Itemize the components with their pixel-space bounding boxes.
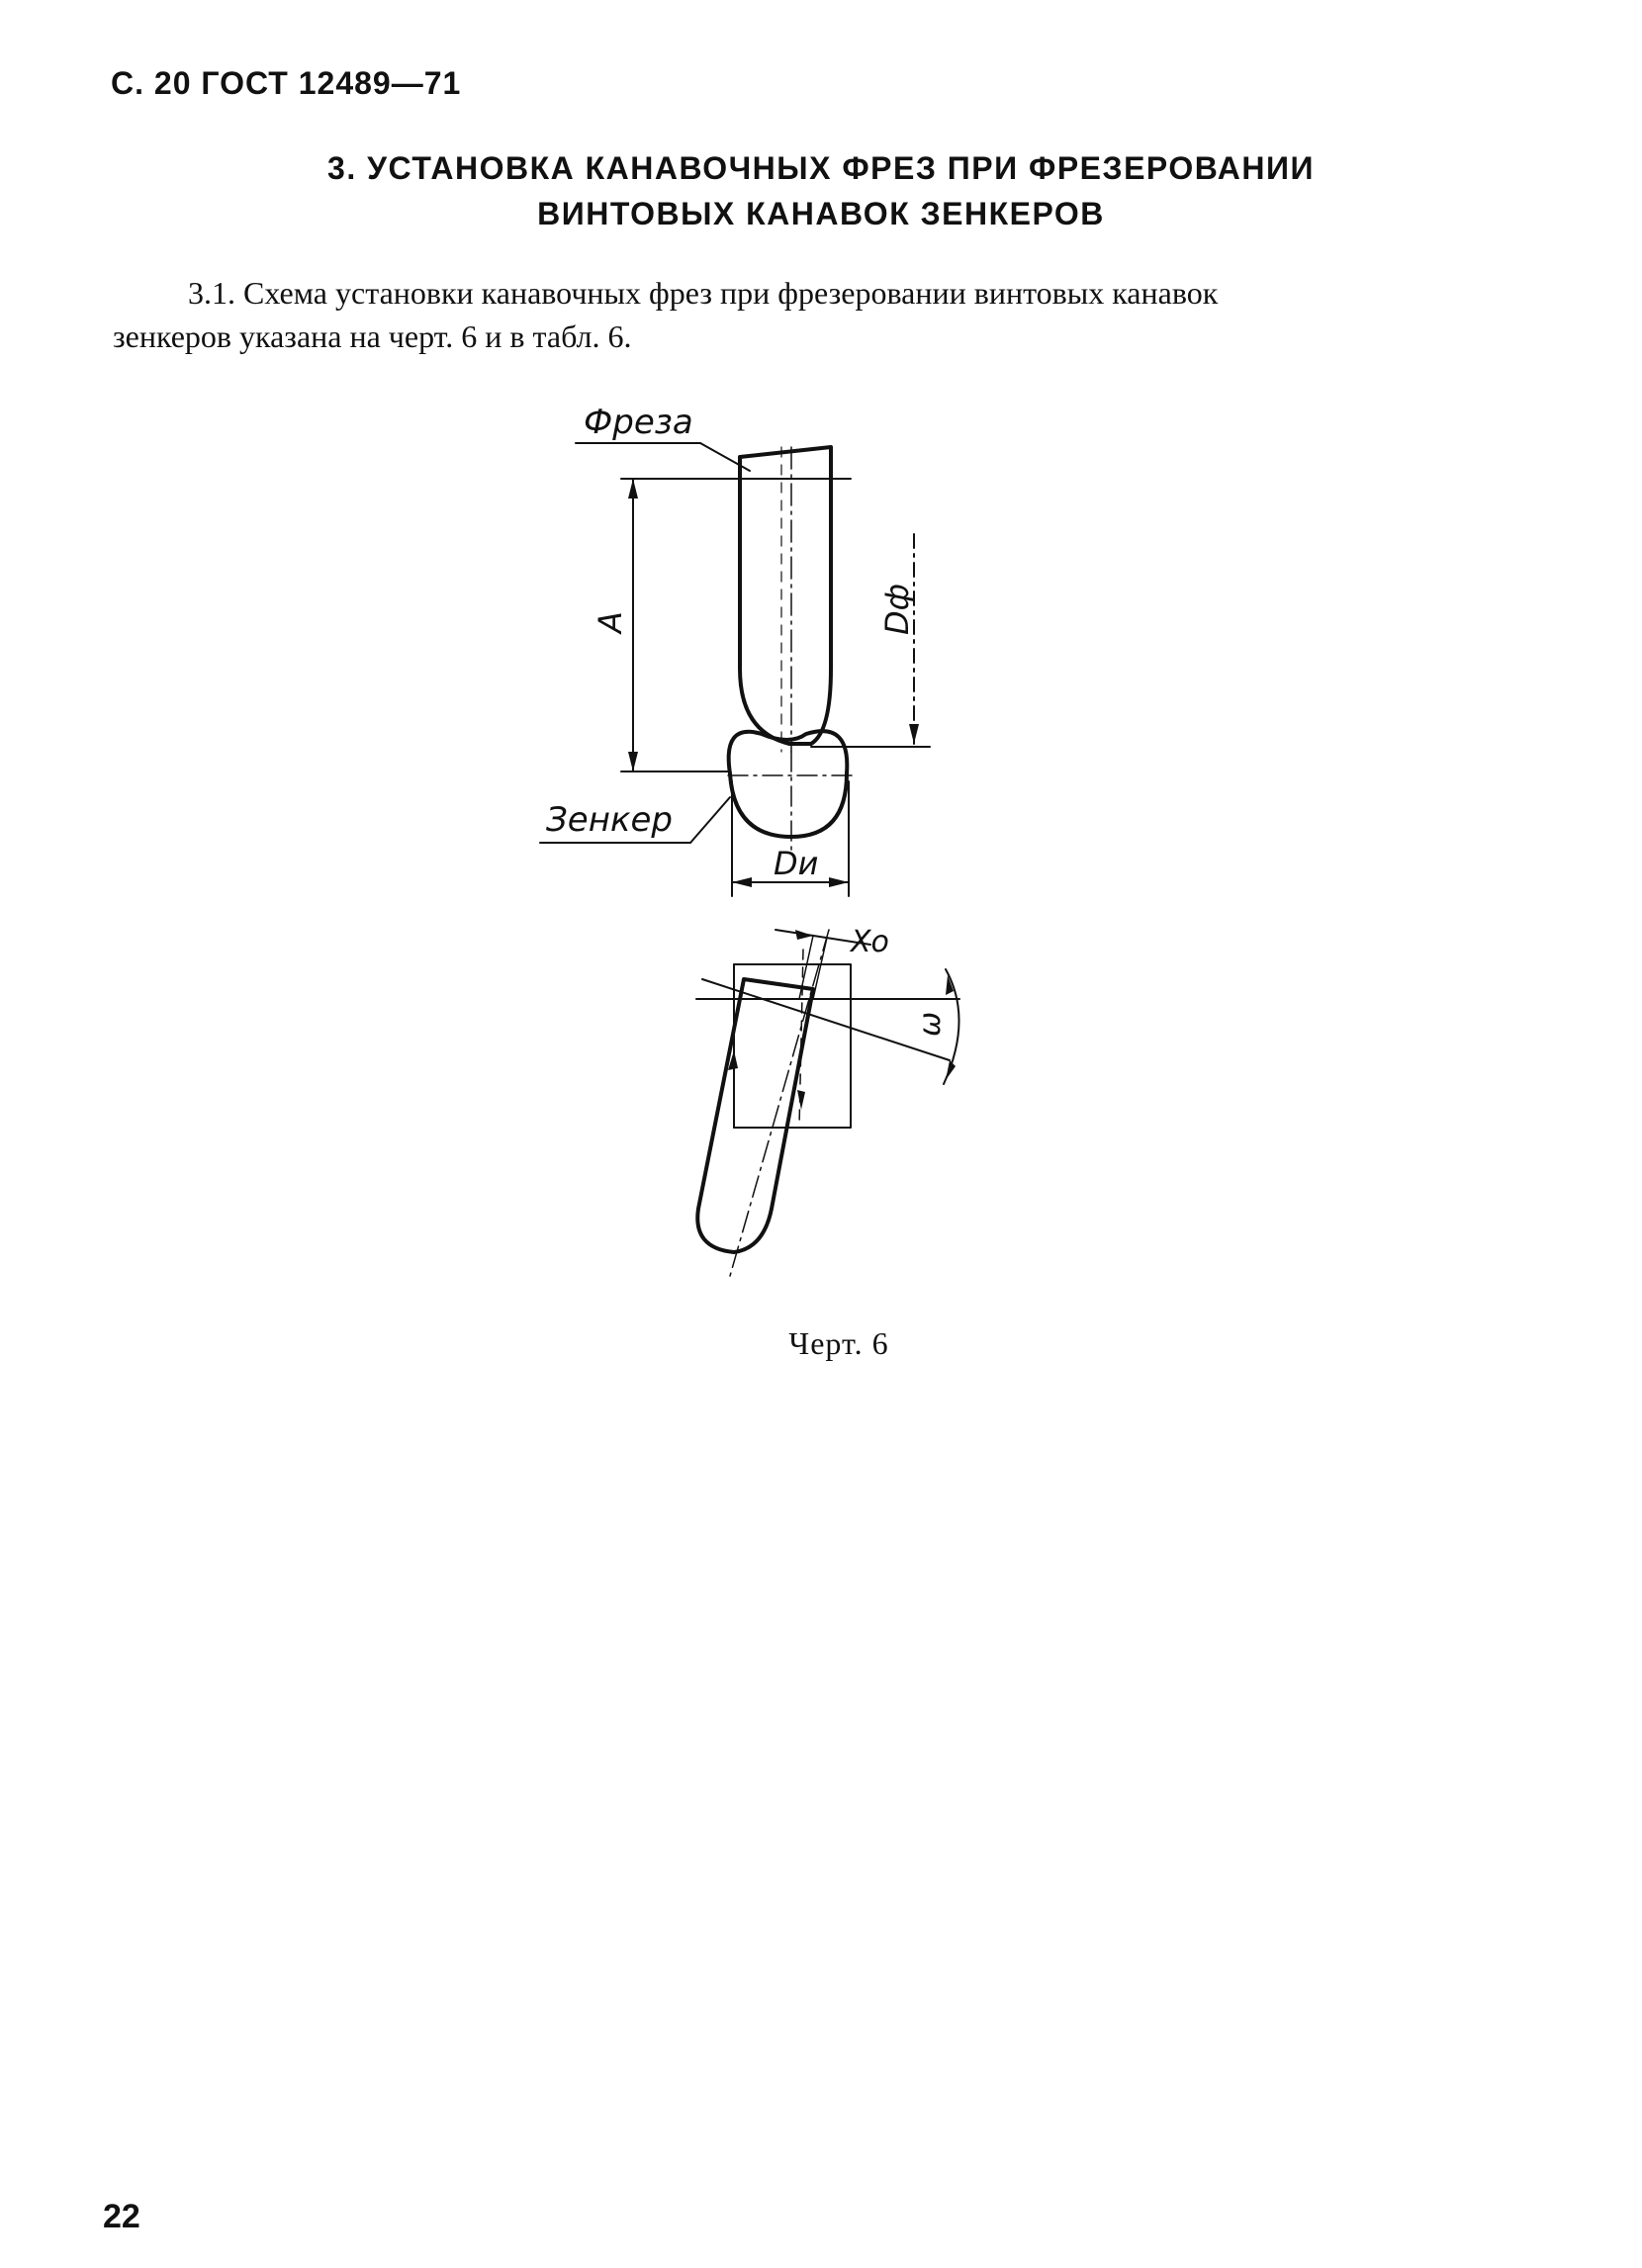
dim-du-label: Dи [774,845,819,882]
inclined-cutter-outline [697,979,813,1252]
countersink-label: Зенкер [546,800,673,840]
cutter-label: Фреза [584,403,693,442]
figure-caption: Черт. 6 [788,1325,889,1361]
section-title-line2: ВИНТОВЫХ КАНАВОК ЗЕНКЕРОВ [537,196,1105,231]
countersink-leader-line [690,797,730,843]
running-head: С. 20 ГОСТ 12489—71 [111,65,462,101]
cutter-outline [740,447,831,744]
dim-a-label: A [592,611,629,633]
paragraph-line1: 3.1. Схема установки канавочных фрез при фрезеровании винтовых канавок [188,275,1219,311]
dim-xo-label: Xo [851,925,889,959]
dim-omega-label: ω [913,1011,948,1037]
section-title-line1: 3. УСТАНОВКА КАНАВОЧНЫХ ФРЕЗ ПРИ ФРЕЗЕРОВАНИИ [327,150,1315,186]
paragraph-line2: зенкеров указана на черт. 6 и в табл. 6. [113,318,632,354]
dim-df-label: Dф [878,584,916,635]
page-number: 22 [103,2198,140,2235]
